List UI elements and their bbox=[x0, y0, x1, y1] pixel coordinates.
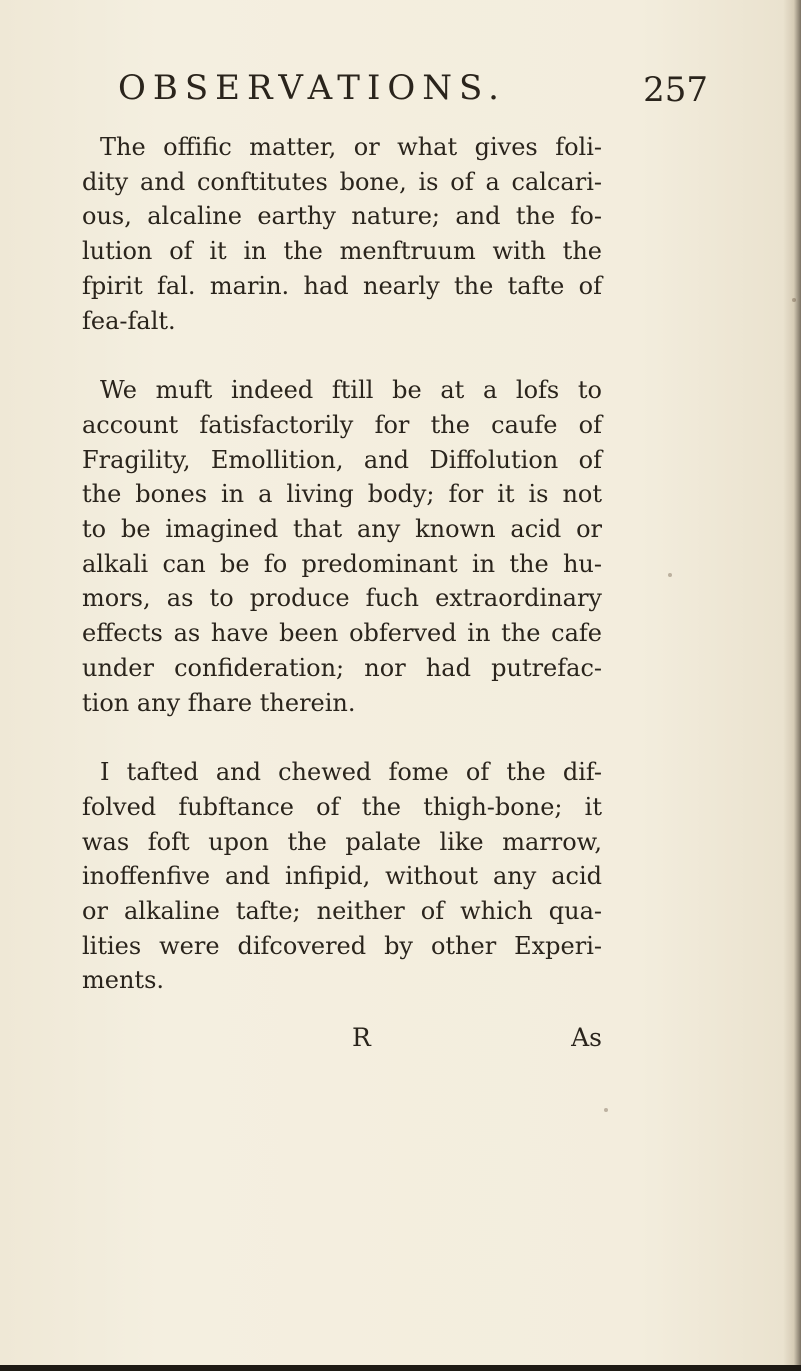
paper-speck bbox=[604, 1108, 608, 1112]
text-line: alkali can be fo predominant in the hu- bbox=[82, 549, 602, 578]
paper-speck bbox=[792, 298, 796, 302]
page-header bbox=[118, 66, 708, 110]
running-head: OBSERVATIONS. bbox=[118, 68, 506, 108]
text-line: lution of it in the menftruum with the bbox=[82, 237, 602, 266]
text-line: folved fubftance of the thigh-bone; it bbox=[82, 792, 602, 821]
text-line: ous, alcaline earthy nature; and the fo- bbox=[82, 202, 602, 231]
paragraph-gap bbox=[82, 720, 602, 755]
text-line: under confideration; nor had putrefac- bbox=[82, 653, 602, 682]
paragraph-1 bbox=[82, 130, 602, 338]
text-line: account fatisfactorily for the caufe of bbox=[82, 410, 602, 439]
text-line: fpirit fal. marin. had nearly the tafte of bbox=[82, 271, 602, 300]
paragraph-gap bbox=[82, 338, 602, 373]
text-line: to be imagined that any known acid or bbox=[82, 515, 602, 544]
text-line: Fragility, Emollition, and Diffolution of bbox=[82, 445, 602, 474]
text-line: ments. bbox=[82, 966, 165, 995]
text-line: fea-falt. bbox=[82, 306, 176, 335]
paragraph-2 bbox=[82, 373, 602, 720]
catchword: As bbox=[571, 1023, 602, 1052]
text-line: or alkaline tafte; neither of which qua- bbox=[82, 897, 602, 926]
body-text bbox=[82, 130, 602, 998]
text-line: inoffenfive and infipid, without any acid bbox=[82, 862, 602, 891]
paper-speck bbox=[668, 573, 672, 577]
text-line: dity and conftitutes bone, is of a calcari- bbox=[82, 167, 602, 196]
page-number: 257 bbox=[643, 70, 708, 110]
signature-mark: R bbox=[352, 1023, 371, 1052]
text-line: mors, as to produce fuch extraordinary bbox=[82, 584, 602, 613]
text-line: the bones in a living body; for it is not bbox=[82, 480, 602, 509]
text-line: We muft indeed ftill be at a lofs to bbox=[100, 376, 602, 405]
text-line: The offific matter, or what gives foli- bbox=[100, 133, 602, 161]
text-line: was foft upon the palate like marrow, bbox=[82, 827, 602, 856]
text-line: lities were difcovered by other Experi- bbox=[82, 931, 602, 960]
paragraph-3 bbox=[82, 755, 602, 998]
text-line: I tafted and chewed fome of the dif- bbox=[100, 758, 602, 787]
page-bottom-edge bbox=[0, 1365, 801, 1371]
text-line: tion any fhare therein. bbox=[82, 688, 356, 717]
text-line: effects as have been obferved in the cafe bbox=[82, 619, 602, 648]
page-edge-shadow bbox=[783, 0, 801, 1371]
page-footer bbox=[82, 1018, 602, 1058]
